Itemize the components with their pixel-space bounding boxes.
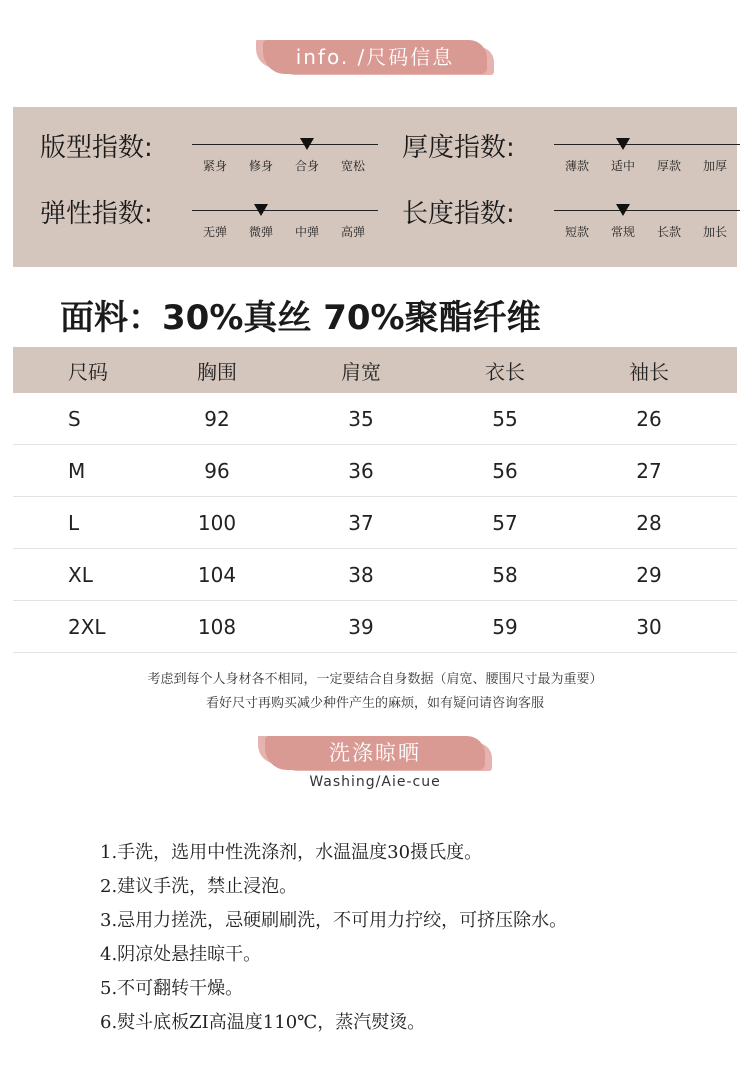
fit-index-marker xyxy=(616,138,630,150)
note-line: 考虑到每个人身材各不相同，一定要结合自身数据（肩宽、腰围尺寸最为重要） xyxy=(147,672,603,687)
fabric-composition: 面料：30%真丝 70%聚酯纤维 xyxy=(60,298,541,338)
table-cell: 56 xyxy=(492,458,518,483)
fit-index-label: 宽松 xyxy=(340,159,365,173)
fit-index-scale-line xyxy=(192,210,378,211)
table-header-cell: 尺码 xyxy=(68,359,108,384)
fit-index-scale-line xyxy=(554,210,740,211)
fit-index-length xyxy=(402,193,732,253)
washing-instructions xyxy=(100,836,567,1040)
instruction-item: 4.阴凉处悬挂晾干。 xyxy=(100,944,262,965)
table-header-cell: 肩宽 xyxy=(341,359,381,384)
table-row xyxy=(13,601,737,653)
instruction-item: 3.忌用力搓洗，忌硬刷刷洗，不可用力拧绞，可挤压除水。 xyxy=(100,910,568,931)
size-note xyxy=(0,668,750,716)
table-cell: 96 xyxy=(204,458,230,483)
fit-index-label: 厚款 xyxy=(656,159,681,173)
fit-index-label: 适中 xyxy=(610,159,635,173)
table-cell: 28 xyxy=(636,510,662,535)
fit-index-marker xyxy=(254,204,268,216)
table-cell: 55 xyxy=(492,406,518,431)
fit-index-style xyxy=(40,127,370,187)
fit-index-thickness xyxy=(402,127,732,187)
instruction-item: 2.建议手洗，禁止浸泡。 xyxy=(100,876,298,897)
table-cell: 38 xyxy=(348,562,374,587)
table-cell: 26 xyxy=(636,406,662,431)
fit-index-elasticity xyxy=(40,193,370,253)
table-header-cell: 胸围 xyxy=(197,359,237,384)
fit-index-title: 厚度指数: xyxy=(402,133,515,163)
washing-banner: 洗涤晾晒 xyxy=(265,736,485,770)
table-cell: 92 xyxy=(204,406,230,431)
fit-index-title: 弹性指数: xyxy=(40,199,153,229)
fit-index-label: 长款 xyxy=(656,225,681,239)
fit-index-label: 薄款 xyxy=(564,159,589,173)
table-row xyxy=(13,393,737,445)
fit-index-marker xyxy=(616,204,630,216)
instruction-item: 5.不可翻转干燥。 xyxy=(100,978,244,999)
washing-subtitle: Washing/Aie-cue xyxy=(309,774,441,790)
table-row xyxy=(13,549,737,601)
fit-index-label: 无弹 xyxy=(202,225,227,239)
fit-index-marker xyxy=(300,138,314,150)
note-line: 看好尺寸再购买减少种件产生的麻烦，如有疑问请咨询客服 xyxy=(205,696,544,711)
instruction-item: 1.手洗，选用中性洗涤剂，水温温度30摄氏度。 xyxy=(100,842,483,863)
fit-index-label: 合身 xyxy=(294,159,319,173)
fit-index-label: 常规 xyxy=(610,225,635,239)
fit-index-panel xyxy=(13,107,737,267)
fit-index-title: 版型指数: xyxy=(40,133,153,163)
fit-index-title: 长度指数: xyxy=(402,199,515,229)
table-cell: 59 xyxy=(492,614,518,639)
table-header-row xyxy=(13,347,737,393)
table-cell: 30 xyxy=(636,614,662,639)
table-cell: 100 xyxy=(197,510,237,535)
table-header-cell: 袖长 xyxy=(629,359,669,384)
table-cell: 39 xyxy=(348,614,374,639)
fit-index-label: 加厚 xyxy=(702,159,727,173)
table-cell: 27 xyxy=(636,458,662,483)
table-header-cell: 衣长 xyxy=(485,359,525,384)
table-cell: 104 xyxy=(197,562,237,587)
size-table xyxy=(13,347,737,653)
table-cell: 108 xyxy=(197,614,237,639)
table-row xyxy=(13,445,737,497)
instruction-item: 6.熨斗底板ZI高温度110℃，蒸汽熨烫。 xyxy=(100,1012,426,1033)
fit-index-label: 短款 xyxy=(564,225,589,239)
fit-index-scale-line xyxy=(192,144,378,145)
table-cell: 57 xyxy=(492,510,518,535)
fit-index-label: 修身 xyxy=(248,159,273,173)
table-cell: 2XL xyxy=(68,614,106,639)
table-cell: M xyxy=(68,458,86,483)
fit-index-label: 中弹 xyxy=(294,225,319,239)
table-cell: 29 xyxy=(636,562,662,587)
table-row xyxy=(13,497,737,549)
fit-index-scale-line xyxy=(554,144,740,145)
table-cell: S xyxy=(68,406,81,431)
table-cell: L xyxy=(68,510,80,535)
fit-index-label: 高弹 xyxy=(340,225,365,239)
table-cell: 37 xyxy=(348,510,374,535)
size-info-banner: info. /尺码信息 xyxy=(263,40,487,74)
table-cell: XL xyxy=(68,562,93,587)
table-cell: 58 xyxy=(492,562,518,587)
table-cell: 35 xyxy=(348,406,374,431)
fit-index-label: 加长 xyxy=(702,225,727,239)
fit-index-label: 微弹 xyxy=(248,225,273,239)
fit-index-label: 紧身 xyxy=(202,159,227,173)
table-cell: 36 xyxy=(348,458,374,483)
